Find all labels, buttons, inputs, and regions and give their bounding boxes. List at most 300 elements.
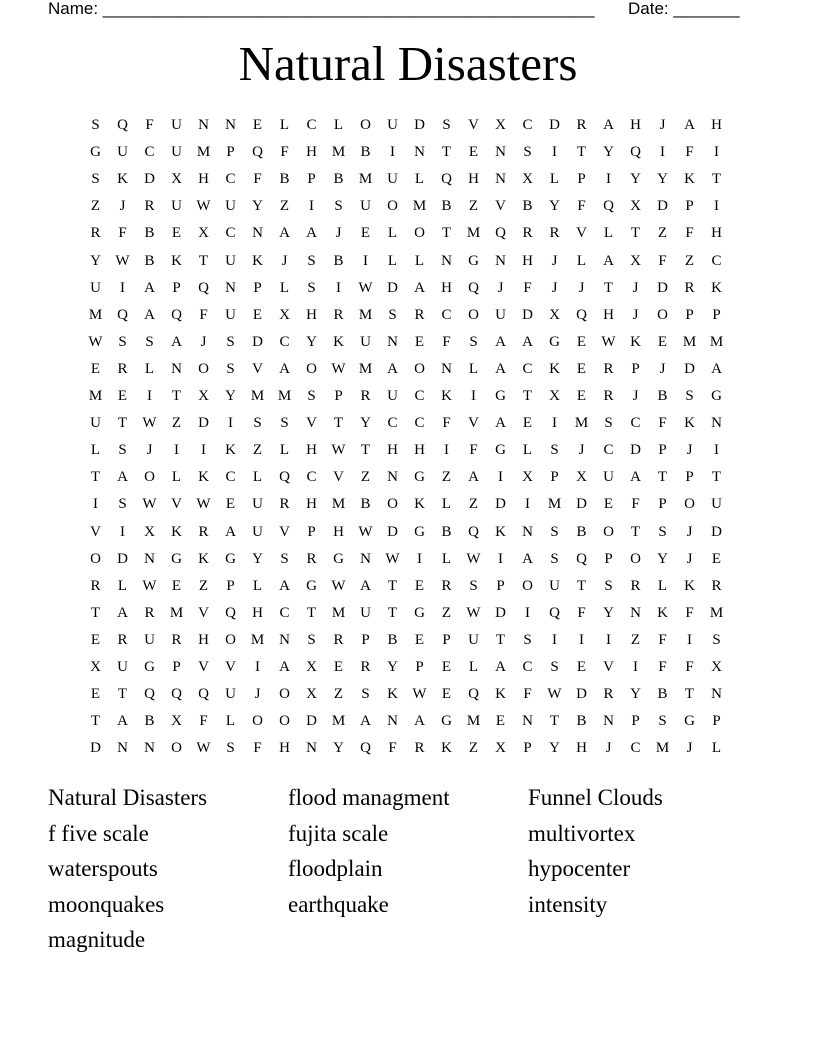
grid-letter: I [633,659,638,675]
grid-letter: L [576,252,587,269]
grid-letter: Z [468,496,479,513]
grid-letter: L [225,713,236,730]
grid-letter: Y [603,604,614,621]
grid-letter: I [120,523,125,540]
grid-letter: E [603,496,614,513]
grid-letter: Q [144,686,155,703]
grid-letter: P [658,496,667,513]
grid-letter: I [417,550,422,567]
grid-letter: D [657,198,668,215]
grid-letter: N [522,713,533,730]
grid-letter: R [414,740,425,757]
grid-letter: Z [333,686,344,703]
grid-letter: D [495,496,506,513]
grid-letter: M [169,604,184,621]
grid-letter: P [307,171,316,188]
grid-letter: F [199,713,208,730]
grid-letter: N [144,740,155,757]
grid-letter: X [198,225,209,242]
grid-letter: T [198,252,209,269]
grid-letter: A [495,659,506,675]
grid-letter: C [522,117,533,133]
grid-letter: B [441,198,452,215]
grid-letter: J [659,117,666,133]
grid-letter: Q [441,171,452,188]
grid-letter: H [468,171,479,188]
grid-letter: R [360,659,371,675]
grid-letter: I [390,144,395,161]
word-list-item: flood managment [288,785,450,810]
grid-letter: U [711,496,722,513]
grid-letter: V [171,496,182,513]
grid-letter: S [523,631,532,648]
grid-letter: A [387,360,398,377]
grid-letter: F [280,144,289,161]
grid-letter: P [172,279,181,296]
grid-letter: A [468,469,479,486]
grid-letter: Y [252,198,263,215]
grid-letter: T [90,713,101,730]
grid-letter: K [198,550,209,567]
grid-letter: A [279,577,290,594]
grid-letter: E [468,144,479,161]
grid-letter: U [252,523,263,540]
grid-letter: I [309,198,314,215]
grid-letter: F [685,225,694,242]
date-field-label: Date: _______ [628,0,740,18]
grid-letter: N [225,117,236,133]
grid-letter: P [685,198,694,215]
grid-letter: Y [549,740,560,757]
grid-letter: C [522,659,533,675]
grid-letter: J [605,740,612,757]
grid-letter: X [495,740,506,757]
grid-letter: J [497,279,504,296]
grid-letter: E [252,306,263,323]
grid-letter: W [115,252,130,269]
grid-letter: N [171,360,182,377]
grid-letter: F [442,333,451,350]
grid-letter: R [603,686,614,703]
grid-letter: N [387,713,398,730]
word-list-item: floodplain [288,856,383,881]
word-list-item: fujita scale [288,820,389,846]
grid-letter: A [360,577,371,594]
grid-letter: G [144,659,155,675]
grid-letter: A [117,469,128,486]
grid-letter: U [387,117,398,133]
grid-letter: D [576,496,587,513]
grid-letter: S [388,306,397,323]
grid-letter: U [171,117,182,133]
grid-letter: O [414,360,425,377]
grid-letter: I [255,659,260,675]
grid-letter: W [142,496,157,513]
grid-letter: A [630,469,641,486]
grid-letter: K [495,523,506,540]
grid-letter: F [631,496,640,513]
grid-letter: C [144,144,155,161]
grid-letter: E [414,333,425,350]
grid-letter: O [387,198,398,215]
grid-letter: J [659,360,666,377]
grid-letter: C [225,225,236,242]
grid-letter: H [387,442,398,459]
grid-letter: S [442,117,451,133]
header-line [48,0,748,20]
grid-letter: U [225,686,236,703]
grid-letter: P [631,360,640,377]
grid-letter: E [711,550,722,567]
grid-letter: X [306,686,317,703]
grid-letter: D [576,686,587,703]
grid-letter: N [252,225,263,242]
grid-letter: S [307,252,316,269]
grid-letter: O [279,713,290,730]
grid-letter: Z [279,198,290,215]
grid-letter: F [145,117,154,133]
grid-letter: A [495,333,506,350]
grid-letter: Q [171,306,182,323]
grid-letter: G [684,713,695,730]
grid-letter: Y [90,252,101,269]
grid-letter: I [498,550,503,567]
grid-letter: A [522,333,533,350]
grid-letter: B [522,198,533,215]
grid-letter: S [307,279,316,296]
grid-letter: S [280,550,289,567]
grid-letter: Q [117,117,128,133]
grid-letter: S [712,631,721,648]
grid-letter: E [576,659,587,675]
grid-letter: U [603,469,614,486]
grid-letter: T [630,523,641,540]
grid-letter: I [552,144,557,161]
grid-letter: D [117,550,128,567]
grid-letter: G [441,713,452,730]
grid-letter: Y [657,171,668,188]
grid-letter: K [414,496,425,513]
grid-letter: R [603,388,614,404]
grid-letter: S [118,333,127,350]
grid-letter: D [144,171,155,188]
grid-letter: G [711,388,722,404]
grid-letter: I [363,252,368,269]
grid-letter: T [441,225,452,242]
grid-letter: D [90,740,101,757]
grid-letter: I [714,442,719,459]
grid-letter: I [579,631,584,648]
grid-letter: B [360,496,371,513]
grid-letter: N [414,144,425,161]
grid-letter: E [90,686,101,703]
grid-letter: G [414,604,425,621]
grid-letter: T [441,144,452,161]
grid-letter: U [360,333,371,350]
grid-letter: Q [495,225,506,242]
grid-letter: M [358,306,373,323]
grid-letter: A [144,279,155,296]
grid-letter: R [333,306,344,323]
grid-letter: M [196,144,211,161]
grid-letter: M [250,631,265,648]
grid-letter: S [226,740,235,757]
grid-letter: U [252,496,263,513]
grid-letter: G [414,469,425,486]
grid-letter: J [551,279,558,296]
grid-letter: I [552,415,557,432]
grid-letter: X [171,171,182,188]
grid-letter: F [658,659,667,675]
grid-letter: U [360,604,371,621]
grid-letter: F [685,144,694,161]
grid-letter: E [414,631,425,648]
grid-letter: U [360,198,371,215]
grid-letter: L [387,252,398,269]
grid-letter: N [225,279,236,296]
grid-letter: A [171,333,182,350]
grid-letter: Y [387,659,398,675]
grid-letter: P [253,279,262,296]
grid-letter: Q [171,686,182,703]
grid-letter: K [684,577,695,594]
word-list-item: earthquake [288,891,389,917]
grid-letter: E [360,225,371,242]
grid-letter: R [144,604,155,621]
grid-letter: U [171,198,182,215]
grid-letter: N [387,333,398,350]
grid-letter: V [198,604,209,621]
grid-letter: F [442,415,451,432]
grid-letter: R [630,577,641,594]
grid-letter: D [387,523,398,540]
grid-letter: R [603,360,614,377]
grid-letter: X [522,469,533,486]
grid-letter: S [550,659,559,675]
grid-letter: C [225,469,236,486]
grid-letter: H [306,496,317,513]
grid-letter: S [253,415,262,432]
grid-letter: J [551,252,558,269]
grid-letter: V [225,659,236,675]
grid-letter: X [144,523,155,540]
grid-letter: A [603,252,614,269]
grid-letter: P [577,171,586,188]
grid-letter: E [252,117,263,133]
grid-letter: P [523,740,532,757]
grid-letter: A [279,659,290,675]
grid-letter: T [576,577,587,594]
grid-letter: R [414,306,425,323]
grid-letter: K [333,333,344,350]
grid-letter: U [549,577,560,594]
grid-letter: T [387,604,398,621]
grid-letter: X [171,713,182,730]
grid-letter: K [225,442,236,459]
grid-letter: V [603,659,614,675]
grid-letter: I [606,631,611,648]
grid-letter: N [306,740,317,757]
grid-letter: I [687,631,692,648]
grid-letter: F [469,442,478,459]
grid-letter: K [171,523,182,540]
grid-letter: W [331,360,346,377]
grid-letter: A [495,415,506,432]
grid-letter: X [549,388,560,404]
grid-letter: A [117,713,128,730]
grid-letter: P [415,659,424,675]
grid-letter: I [444,442,449,459]
grid-letter: I [660,144,665,161]
grid-letter: P [658,442,667,459]
grid-letter: O [144,469,155,486]
grid-letter: Q [360,740,371,757]
grid-letter: J [146,442,153,459]
grid-letter: O [657,306,668,323]
grid-letter: H [711,225,722,242]
grid-letter: Z [630,631,641,648]
grid-letter: L [549,171,560,188]
grid-letter: T [387,577,398,594]
grid-letter: D [252,333,263,350]
grid-letter: I [174,442,179,459]
grid-letter: C [441,306,452,323]
grid-letter: K [495,686,506,703]
grid-letter: I [525,496,530,513]
grid-letter: D [549,117,560,133]
grid-letter: W [196,740,211,757]
grid-letter: R [684,279,695,296]
grid-letter: W [196,198,211,215]
grid-letter: A [117,604,128,621]
grid-letter: Y [306,333,317,350]
grid-letter: G [549,333,560,350]
grid-letter: E [225,496,236,513]
grid-letter: S [550,550,559,567]
grid-letter: X [306,659,317,675]
grid-letter: L [387,225,398,242]
grid-letter: Q [468,279,479,296]
grid-letter: L [333,117,344,133]
grid-letter: P [172,659,181,675]
grid-letter: L [144,360,155,377]
grid-letter: P [307,523,316,540]
grid-letter: L [603,225,614,242]
grid-letter: M [331,496,346,513]
grid-letter: A [360,713,371,730]
grid-letter: D [711,523,722,540]
grid-letter: J [578,442,585,459]
grid-letter: J [632,388,639,404]
grid-letter: J [686,550,693,567]
grid-letter: U [90,415,101,432]
grid-letter: W [412,686,427,703]
grid-letter: I [336,279,341,296]
grid-letter: L [279,117,290,133]
grid-letter: F [199,306,208,323]
grid-letter: H [333,523,344,540]
grid-letter: N [711,415,722,432]
grid-letter: Z [684,252,695,269]
grid-letter: S [280,415,289,432]
grid-letter: B [387,631,398,648]
grid-letter: U [171,144,182,161]
word-list-item: hypocenter [528,856,631,881]
grid-letter: T [657,469,668,486]
grid-letter: X [711,659,722,675]
grid-letter: S [91,171,100,188]
grid-letter: R [576,117,587,133]
grid-letter: J [281,252,288,269]
word-list-item: Natural Disasters [48,785,208,810]
grid-letter: W [88,333,103,350]
grid-letter: I [201,442,206,459]
grid-letter: W [547,686,562,703]
grid-letter: E [495,713,506,730]
grid-letter: D [684,360,695,377]
grid-letter: F [253,740,262,757]
grid-letter: F [685,659,694,675]
grid-letter: Y [657,550,668,567]
grid-letter: X [630,198,641,215]
grid-letter: M [682,333,697,350]
grid-letter: F [658,415,667,432]
grid-letter: A [414,279,425,296]
grid-letter: H [576,740,587,757]
grid-letter: T [549,713,560,730]
grid-letter: J [632,279,639,296]
grid-letter: R [171,631,182,648]
grid-letter: C [711,252,722,269]
grid-letter: N [711,686,722,703]
grid-letter: Q [117,306,128,323]
grid-letter: P [712,306,721,323]
grid-letter: A [306,225,317,242]
grid-letter: L [171,469,182,486]
grid-letter: P [550,469,559,486]
grid-letter: D [495,604,506,621]
grid-letter: X [549,306,560,323]
grid-letter: L [657,577,668,594]
name-field-label: Name: ____________________________________________________ [48,0,595,18]
grid-letter: R [279,496,290,513]
grid-letter: U [90,279,101,296]
grid-letter: T [684,686,695,703]
grid-letter: K [441,388,452,404]
grid-letter: D [198,415,209,432]
grid-letter: G [468,252,479,269]
grid-letter: I [498,469,503,486]
grid-letter: W [466,550,481,567]
grid-letter: E [657,333,668,350]
grid-letter: H [306,306,317,323]
grid-letter: S [469,333,478,350]
grid-letter: E [90,360,101,377]
grid-letter: Q [603,198,614,215]
grid-letter: A [495,360,506,377]
grid-letter: N [495,171,506,188]
grid-letter: S [145,333,154,350]
grid-letter: M [250,388,265,404]
grid-letter: I [228,415,233,432]
grid-letter: V [468,415,479,432]
grid-letter: Q [279,469,290,486]
grid-letter: L [414,252,425,269]
grid-letter: O [225,631,236,648]
grid-letter: I [471,388,476,404]
grid-letter: W [331,577,346,594]
grid-letter: M [655,740,670,757]
